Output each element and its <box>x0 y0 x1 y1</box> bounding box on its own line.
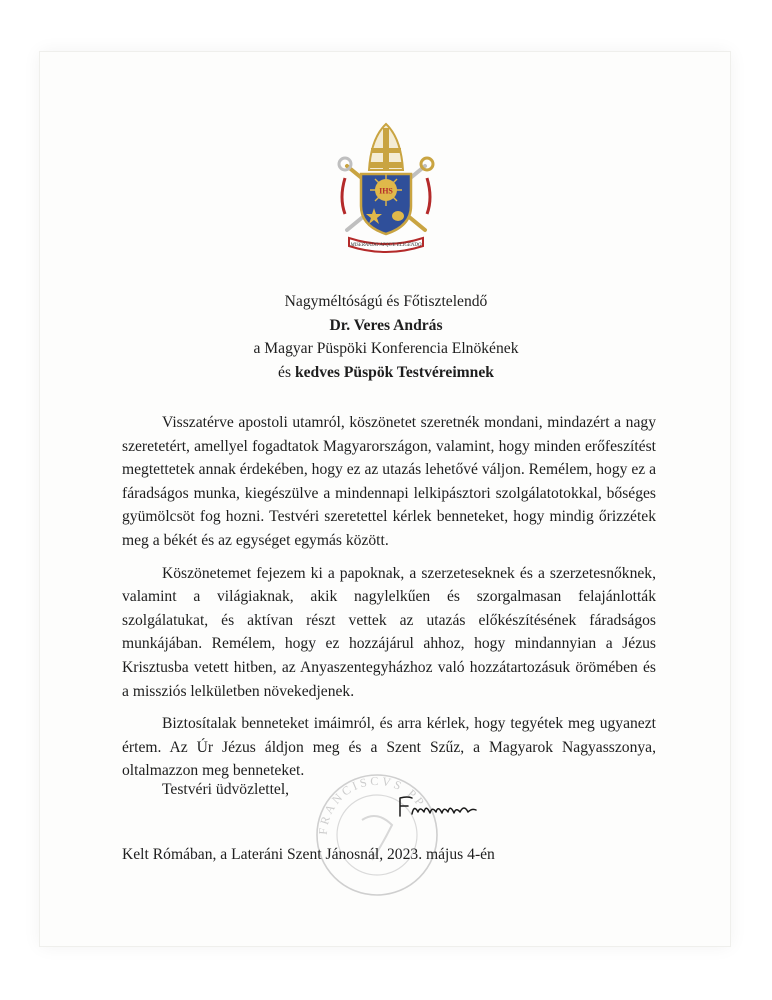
address-line-name: Dr. Veres András <box>329 316 443 334</box>
papal-coat-of-arms <box>331 118 441 256</box>
address-line-recipients-bold: kedves Püspök Testvéreimnek <box>294 363 494 381</box>
address-line-honorific: Nagyméltóságú és Főtisztelendő <box>284 293 488 310</box>
date-place-line: Kelt Rómában, a Lateráni Szent Jánosnál, 2023. május 4-én <box>122 846 495 863</box>
address-block <box>120 290 652 384</box>
signature-franciscus <box>396 792 480 820</box>
closing-salutation: Testvéri üdvözlettel, <box>162 781 290 798</box>
address-line-recipients <box>120 361 652 385</box>
address-line-recipients-prefix: és <box>278 363 295 381</box>
letter-body <box>122 411 656 792</box>
address-line-title: a Magyar Püspöki Konferencia Elnökének <box>253 340 519 358</box>
paragraph-2: Köszönetemet fejezem ki a papoknak, a szerzeteseknek és a szerzetesnőknek, valamint a világiaknak, akik nagylelkűen és szorgalmasan felajánlották szolgálatukat, és aktívan részt vettek az utazás előkészítésének fáradságos munkájában. Remélem, hogy ez hozzájárul ahhoz, hogy mindannyian a Jézus Krisztusba vetett hitben, az Anyaszentegyházhoz való hozzátartozásuk örömében és a missziós lelkületben növekedjenek. <box>122 564 656 700</box>
official-seal <box>312 770 442 900</box>
paragraph-1: Visszatérve apostoli utamról, köszönetet szeretnék mondani, mindazért a nagy szeretetért, amellyel fogadtatok Magyarországon, valamint, hogy minden erőfeszítést megtettetek annak érdekében, hogy ez az utazás lehetővé váljon. Remélem, hogy ez a fáradságos munka, kiegészülve a mindennapi lelkipásztori szolgálatotokkal, bőséges gyümölcsöt fog hozni. Testvéri szeretettel kérlek benneteket, hogy mindig őrizzétek meg a békét és az egységet egymás között. <box>122 414 656 549</box>
seal-ring-text: FRANCISCVS PP <box>315 773 429 836</box>
crest-motto: MISERANDO ATQUE ELIGENDO <box>350 243 422 248</box>
paragraph-3: Biztosítalak benneteket imáimról, és arra kérlek, hogy tegyétek meg ugyanezt értem. Az Úr Jézus áldjon meg és a Szent Szűz, a Magyarok Nagyasszonya, oltalmazzon meg benneteket. <box>122 715 656 780</box>
crest-monogram: IHS <box>379 186 393 196</box>
